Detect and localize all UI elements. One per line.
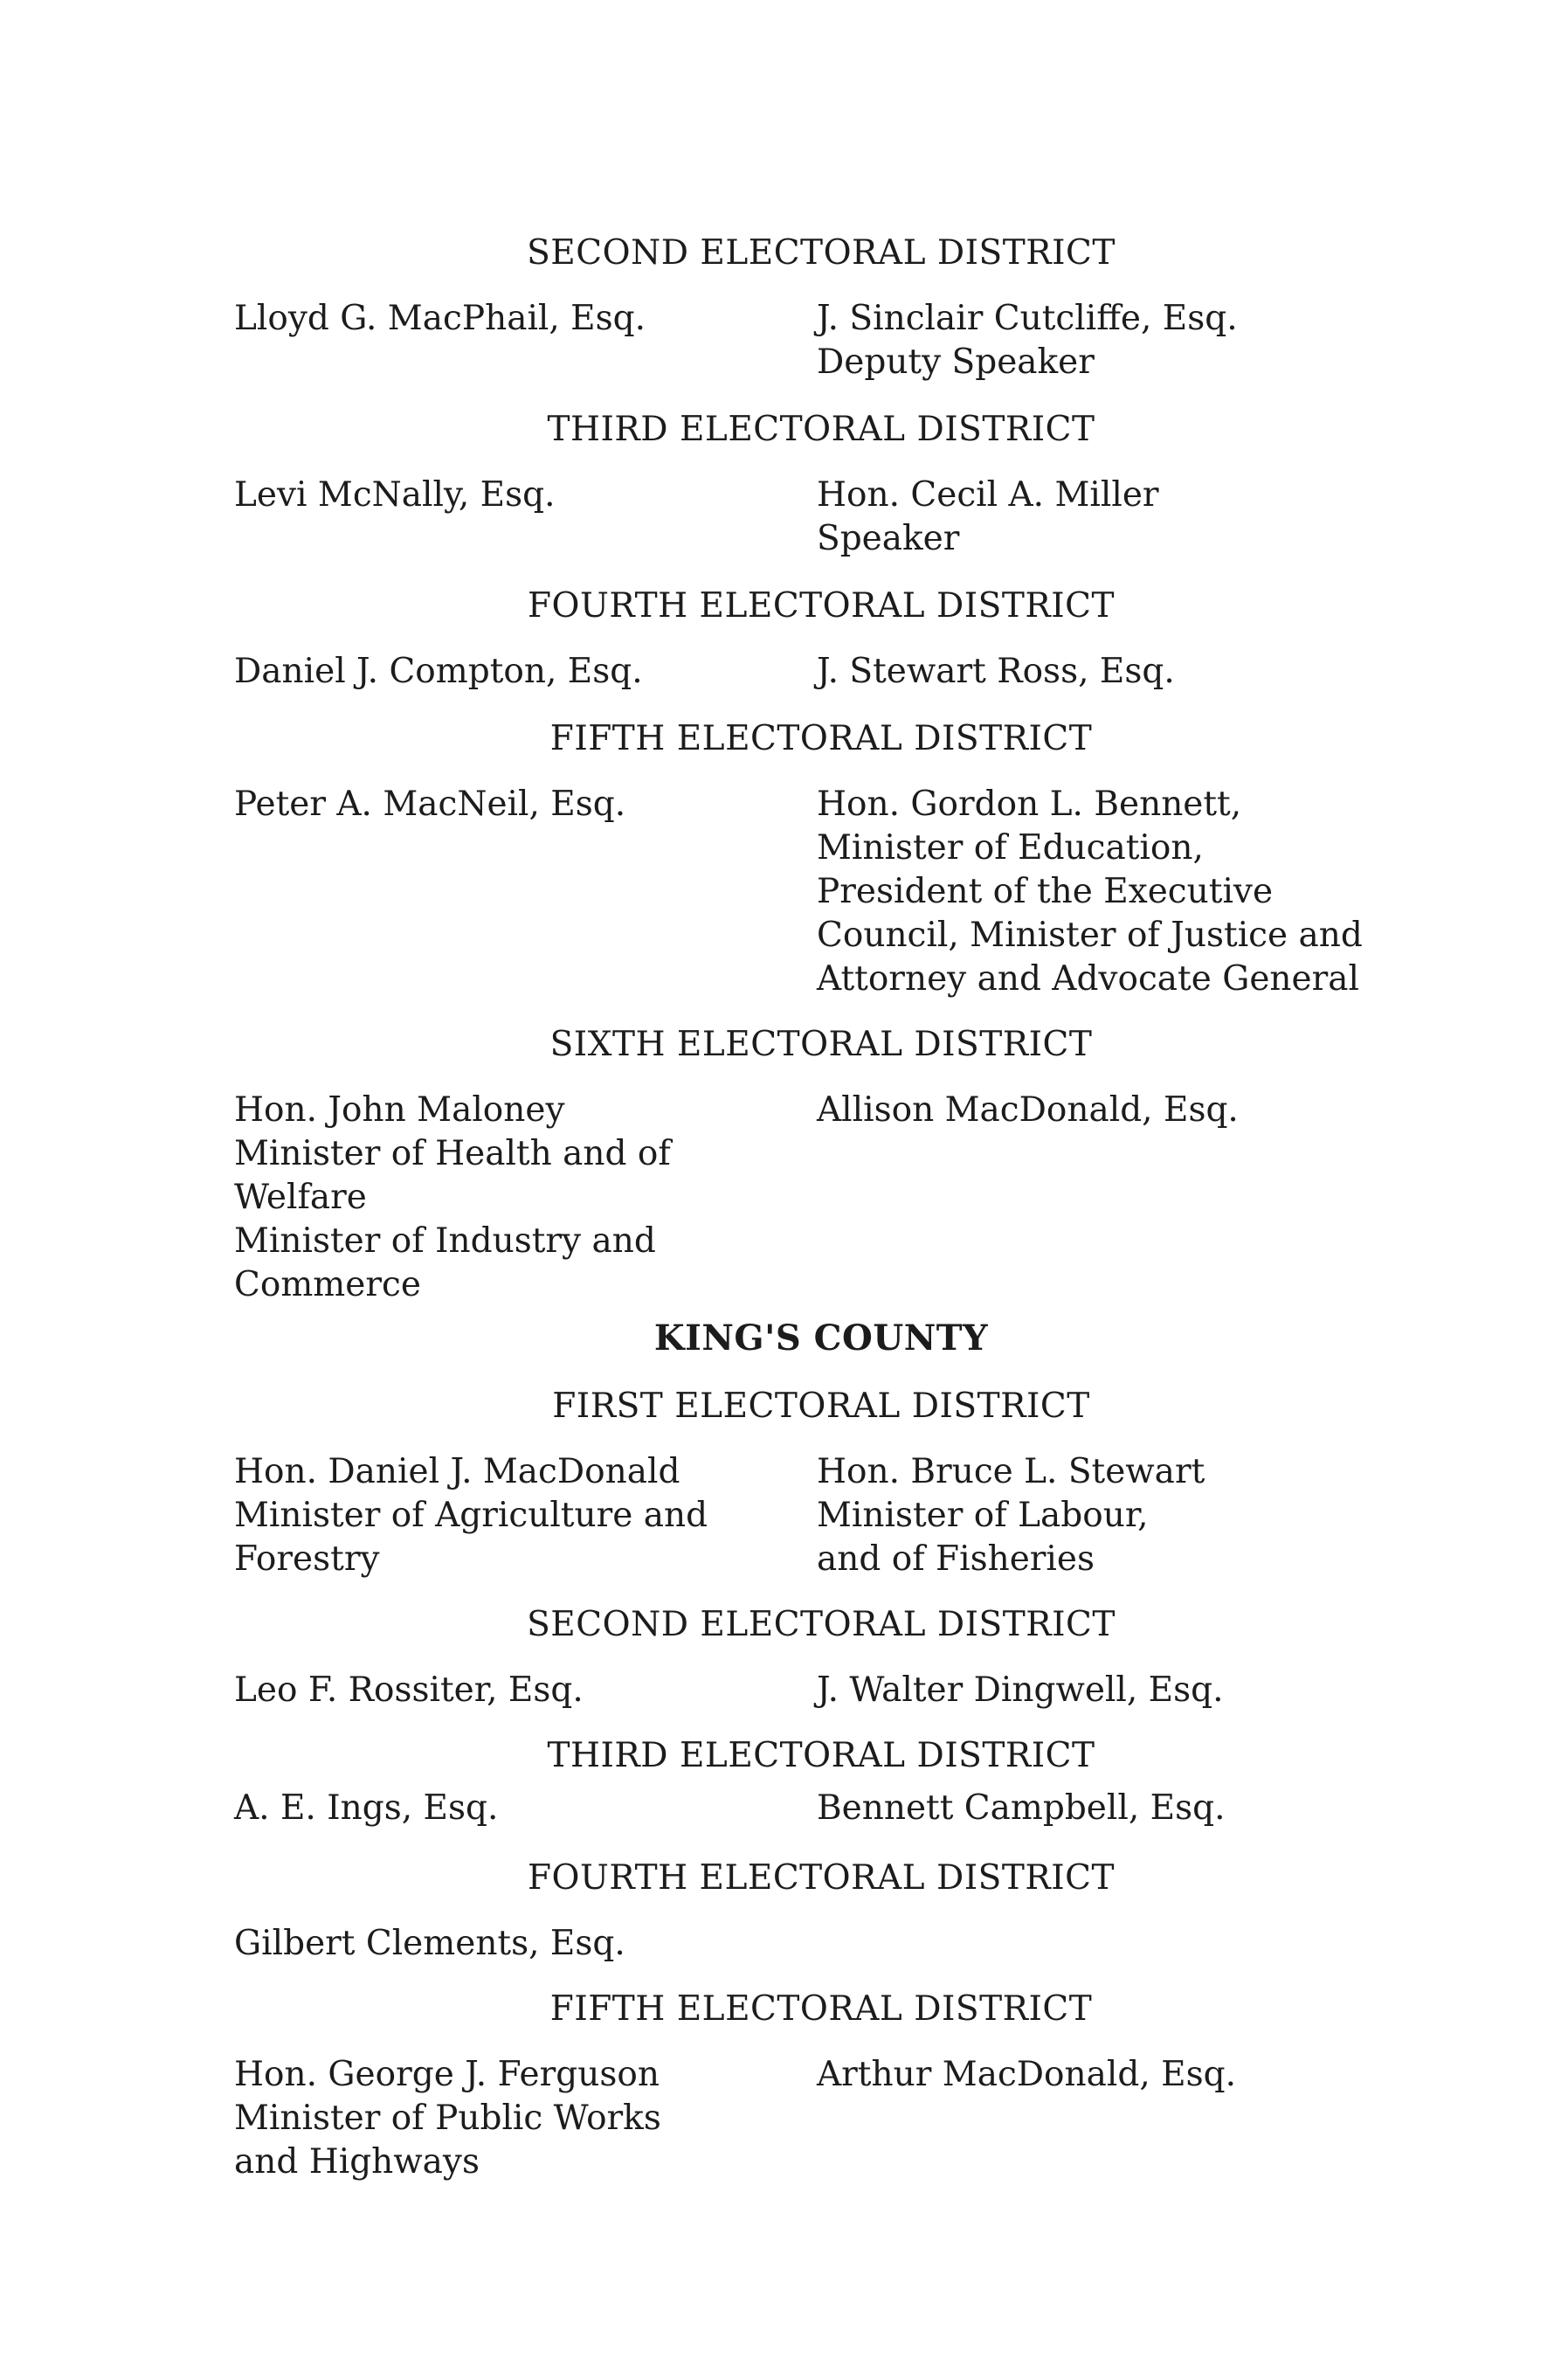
entry-line: Hon. Cecil A. Miller: [817, 475, 1159, 515]
entry-line: Commerce: [234, 1265, 421, 1304]
member-entry-right: [817, 297, 1238, 384]
entry-line: Hon. Gordon L. Bennett,: [817, 785, 1242, 824]
member-entry-left: [234, 783, 625, 826]
member-entry-left: [234, 1450, 708, 1581]
entry-line: Lloyd G. MacPhail, Esq.: [234, 299, 646, 338]
member-entry-left: [234, 650, 643, 694]
entry-line: President of the Executive: [817, 872, 1274, 911]
entry-line: Minister of Education,: [817, 828, 1204, 868]
member-entry-left: [234, 1787, 498, 1830]
entry-line: Gilbert Clements, Esq.: [234, 1924, 625, 1963]
entry-line: Council, Minister of Justice and: [817, 916, 1363, 955]
entry-line: J. Stewart Ross, Esq.: [817, 652, 1175, 691]
entry-line: Levi McNally, Esq.: [234, 475, 556, 515]
entry-line: Minister of Health and of: [234, 1134, 671, 1173]
entry-line: Speaker: [817, 519, 960, 558]
entry-line: Daniel J. Compton, Esq.: [234, 652, 643, 691]
entry-line: Peter A. MacNeil, Esq.: [234, 785, 626, 824]
entry-line: J. Sinclair Cutcliffe, Esq.: [817, 299, 1238, 338]
member-entry-right: [817, 1787, 1225, 1830]
district-heading: FIFTH ELECTORAL DISTRICT: [549, 719, 1093, 758]
entry-line: and of Fisheries: [817, 1539, 1095, 1579]
entry-line: Hon. George J. Ferguson: [234, 2055, 660, 2094]
district-heading: SECOND ELECTORAL DISTRICT: [527, 233, 1116, 273]
member-entry-left: [234, 297, 646, 341]
member-entry-right: [817, 1089, 1239, 1132]
member-entry-right: [817, 1669, 1224, 1712]
entry-line: J. Walter Dingwell, Esq.: [817, 1670, 1224, 1710]
entry-line: Deputy Speaker: [817, 342, 1095, 382]
entry-line: A. E. Ings, Esq.: [234, 1788, 499, 1828]
district-heading: FOURTH ELECTORAL DISTRICT: [527, 586, 1115, 626]
district-heading: SECOND ELECTORAL DISTRICT: [527, 1605, 1116, 1644]
district-heading: FIFTH ELECTORAL DISTRICT: [549, 1989, 1093, 2029]
entry-line: Allison MacDonald, Esq.: [817, 1090, 1239, 1130]
district-heading: FIRST ELECTORAL DISTRICT: [552, 1386, 1090, 1426]
member-entry-left: [234, 1922, 625, 1966]
district-heading: THIRD ELECTORAL DISTRICT: [547, 410, 1095, 449]
entry-line: Hon. Daniel J. MacDonald: [234, 1452, 680, 1491]
district-heading: THIRD ELECTORAL DISTRICT: [547, 1736, 1095, 1775]
entry-line: Minister of Agriculture and: [234, 1496, 708, 1535]
entry-line: Minister of Industry and: [234, 1221, 656, 1261]
member-entry-left: [234, 474, 555, 517]
member-entry-left: [234, 1669, 584, 1712]
member-entry-left: [234, 2053, 661, 2184]
entry-line: Forestry: [234, 1539, 380, 1579]
member-entry-right: [817, 650, 1175, 694]
entry-line: and Highways: [234, 2142, 480, 2182]
entry-line: Attorney and Advocate General: [817, 959, 1359, 999]
entry-line: Arthur MacDonald, Esq.: [817, 2055, 1236, 2094]
member-entry-right: [817, 783, 1363, 1001]
entry-line: Hon. John Maloney: [234, 1090, 565, 1130]
entry-line: Bennett Campbell, Esq.: [817, 1788, 1226, 1828]
entry-line: Minister of Public Works: [234, 2099, 661, 2138]
entry-line: Leo F. Rossiter, Esq.: [234, 1670, 584, 1710]
county-title: KING'S COUNTY: [653, 1317, 989, 1359]
entry-line: Hon. Bruce L. Stewart: [817, 1452, 1205, 1491]
entry-line: Minister of Labour,: [817, 1496, 1149, 1535]
district-heading: SIXTH ELECTORAL DISTRICT: [549, 1025, 1093, 1064]
district-heading: FOURTH ELECTORAL DISTRICT: [527, 1858, 1115, 1898]
member-entry-right: [817, 2053, 1236, 2097]
member-entry-left: [234, 1089, 671, 1307]
member-entry-right: [817, 1450, 1205, 1581]
entry-line: Welfare: [234, 1178, 367, 1217]
member-entry-right: [817, 474, 1159, 561]
